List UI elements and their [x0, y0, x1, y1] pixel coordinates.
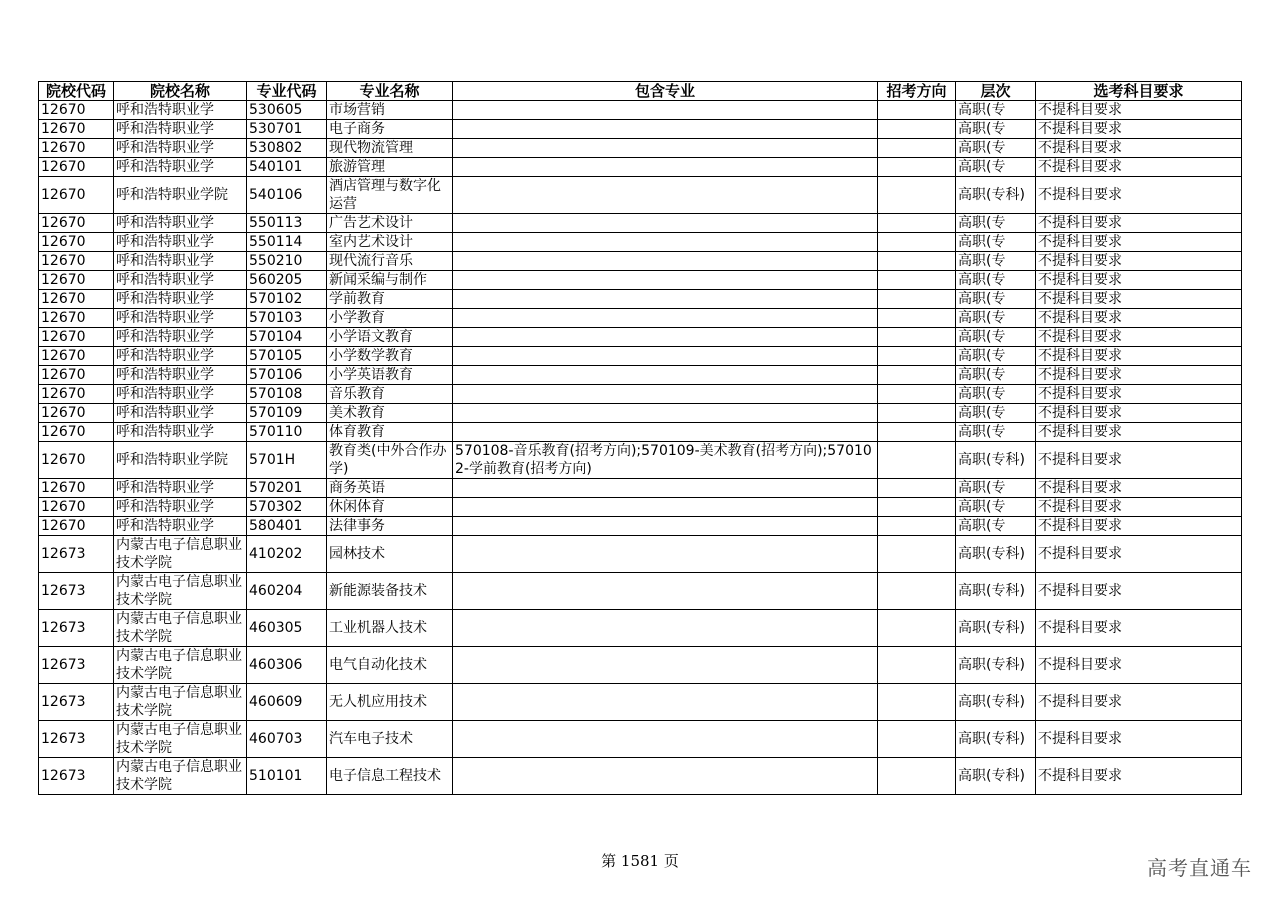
cell-level: 高职(专科): [956, 684, 1036, 721]
table-row: [39, 214, 1242, 233]
cell-subject-requirement: 不提科目要求: [1036, 366, 1242, 385]
cell-major-code: 550114: [247, 233, 327, 252]
cell-school-name: 内蒙古电子信息职业技术学院: [114, 758, 247, 795]
cell-major-code: 5701H: [247, 442, 327, 479]
cell-major-name: 旅游管理: [327, 158, 453, 177]
table-row: [39, 647, 1242, 684]
cell-subject-requirement: 不提科目要求: [1036, 423, 1242, 442]
cell-included-majors: [453, 101, 878, 120]
cell-direction: [878, 758, 956, 795]
cell-major-name: 电子商务: [327, 120, 453, 139]
col-header-included-majors: 包含专业: [453, 82, 878, 101]
cell-included-majors: [453, 573, 878, 610]
cell-included-majors: [453, 721, 878, 758]
cell-major-code: 570104: [247, 328, 327, 347]
cell-included-majors: [453, 139, 878, 158]
cell-level: 高职(专: [956, 290, 1036, 309]
cell-school-name: 内蒙古电子信息职业技术学院: [114, 684, 247, 721]
cell-subject-requirement: 不提科目要求: [1036, 385, 1242, 404]
cell-school-name: 呼和浩特职业学院: [114, 442, 247, 479]
table-row: [39, 271, 1242, 290]
cell-subject-requirement: 不提科目要求: [1036, 252, 1242, 271]
cell-major-code: 460609: [247, 684, 327, 721]
cell-school-code: 12670: [39, 158, 114, 177]
cell-subject-requirement: 不提科目要求: [1036, 120, 1242, 139]
cell-direction: [878, 647, 956, 684]
cell-school-code: 12670: [39, 271, 114, 290]
cell-level: 高职(专: [956, 309, 1036, 328]
cell-school-code: 12673: [39, 647, 114, 684]
cell-major-name: 法律事务: [327, 517, 453, 536]
col-header-school-code: 院校代码: [39, 82, 114, 101]
table-row: [39, 721, 1242, 758]
cell-school-name: 呼和浩特职业学: [114, 101, 247, 120]
cell-level: 高职(专: [956, 139, 1036, 158]
table-row: [39, 328, 1242, 347]
cell-school-code: 12670: [39, 252, 114, 271]
cell-subject-requirement: 不提科目要求: [1036, 347, 1242, 366]
cell-subject-requirement: 不提科目要求: [1036, 573, 1242, 610]
cell-level: 高职(专: [956, 120, 1036, 139]
cell-direction: [878, 139, 956, 158]
cell-direction: [878, 214, 956, 233]
cell-major-code: 550210: [247, 252, 327, 271]
cell-subject-requirement: 不提科目要求: [1036, 758, 1242, 795]
cell-major-code: 540101: [247, 158, 327, 177]
cell-school-code: 12670: [39, 442, 114, 479]
table-row: [39, 309, 1242, 328]
cell-included-majors: [453, 158, 878, 177]
cell-major-code: 530605: [247, 101, 327, 120]
cell-school-code: 12670: [39, 517, 114, 536]
cell-subject-requirement: 不提科目要求: [1036, 328, 1242, 347]
cell-subject-requirement: 不提科目要求: [1036, 139, 1242, 158]
table-row: [39, 610, 1242, 647]
watermark: 高考直通车: [1147, 856, 1252, 880]
cell-school-name: 内蒙古电子信息职业技术学院: [114, 647, 247, 684]
table-row: [39, 252, 1242, 271]
cell-included-majors: [453, 309, 878, 328]
cell-school-code: 12673: [39, 684, 114, 721]
cell-school-code: 12673: [39, 721, 114, 758]
cell-school-name: 呼和浩特职业学: [114, 366, 247, 385]
cell-subject-requirement: 不提科目要求: [1036, 214, 1242, 233]
cell-school-name: 呼和浩特职业学: [114, 158, 247, 177]
cell-included-majors: [453, 610, 878, 647]
cell-major-name: 商务英语: [327, 479, 453, 498]
cell-major-name: 新闻采编与制作: [327, 271, 453, 290]
cell-major-name: 小学数学教育: [327, 347, 453, 366]
cell-school-code: 12670: [39, 101, 114, 120]
cell-included-majors: [453, 385, 878, 404]
cell-subject-requirement: 不提科目要求: [1036, 290, 1242, 309]
cell-level: 高职(专: [956, 498, 1036, 517]
table-row: [39, 385, 1242, 404]
cell-major-name: 小学教育: [327, 309, 453, 328]
cell-school-name: 内蒙古电子信息职业技术学院: [114, 610, 247, 647]
cell-school-name: 呼和浩特职业学: [114, 423, 247, 442]
cell-school-code: 12670: [39, 328, 114, 347]
cell-subject-requirement: 不提科目要求: [1036, 101, 1242, 120]
cell-school-name: 呼和浩特职业学: [114, 252, 247, 271]
cell-level: 高职(专: [956, 423, 1036, 442]
cell-included-majors: [453, 404, 878, 423]
cell-direction: [878, 573, 956, 610]
cell-included-majors: [453, 233, 878, 252]
cell-included-majors: [453, 214, 878, 233]
table-row: [39, 498, 1242, 517]
table-row: [39, 442, 1242, 479]
table-row: [39, 517, 1242, 536]
cell-level: 高职(专: [956, 271, 1036, 290]
cell-direction: [878, 404, 956, 423]
cell-school-name: 呼和浩特职业学: [114, 498, 247, 517]
cell-school-code: 12670: [39, 139, 114, 158]
cell-major-name: 学前教育: [327, 290, 453, 309]
cell-subject-requirement: 不提科目要求: [1036, 647, 1242, 684]
cell-school-name: 呼和浩特职业学: [114, 139, 247, 158]
cell-direction: [878, 498, 956, 517]
cell-major-name: 工业机器人技术: [327, 610, 453, 647]
cell-subject-requirement: 不提科目要求: [1036, 498, 1242, 517]
cell-school-code: 12673: [39, 758, 114, 795]
cell-subject-requirement: 不提科目要求: [1036, 442, 1242, 479]
col-header-major-name: 专业名称: [327, 82, 453, 101]
cell-school-code: 12670: [39, 309, 114, 328]
table-row: [39, 290, 1242, 309]
cell-level: 高职(专科): [956, 721, 1036, 758]
cell-included-majors: [453, 536, 878, 573]
table-row: [39, 366, 1242, 385]
cell-included-majors: [453, 328, 878, 347]
cell-school-code: 12670: [39, 479, 114, 498]
cell-major-code: 510101: [247, 758, 327, 795]
cell-major-code: 570110: [247, 423, 327, 442]
cell-level: 高职(专科): [956, 573, 1036, 610]
cell-major-code: 550113: [247, 214, 327, 233]
cell-major-code: 460305: [247, 610, 327, 647]
cell-direction: [878, 347, 956, 366]
cell-school-name: 呼和浩特职业学: [114, 517, 247, 536]
cell-major-name: 汽车电子技术: [327, 721, 453, 758]
cell-school-code: 12673: [39, 536, 114, 573]
cell-school-name: 呼和浩特职业学: [114, 328, 247, 347]
cell-included-majors: [453, 758, 878, 795]
cell-direction: [878, 536, 956, 573]
cell-included-majors: [453, 517, 878, 536]
cell-major-name: 电子信息工程技术: [327, 758, 453, 795]
cell-school-code: 12673: [39, 610, 114, 647]
cell-major-name: 小学语文教育: [327, 328, 453, 347]
cell-level: 高职(专科): [956, 610, 1036, 647]
cell-direction: [878, 120, 956, 139]
cell-major-code: 460306: [247, 647, 327, 684]
cell-level: 高职(专: [956, 101, 1036, 120]
cell-major-name: 现代物流管理: [327, 139, 453, 158]
cell-school-name: 呼和浩特职业学: [114, 385, 247, 404]
cell-direction: [878, 233, 956, 252]
table-row: [39, 233, 1242, 252]
cell-major-name: 现代流行音乐: [327, 252, 453, 271]
cell-major-name: 美术教育: [327, 404, 453, 423]
cell-included-majors: [453, 177, 878, 214]
cell-direction: [878, 721, 956, 758]
cell-direction: [878, 610, 956, 647]
cell-level: 高职(专: [956, 366, 1036, 385]
cell-level: 高职(专科): [956, 647, 1036, 684]
cell-subject-requirement: 不提科目要求: [1036, 271, 1242, 290]
cell-level: 高职(专科): [956, 536, 1036, 573]
table-row: [39, 347, 1242, 366]
cell-school-code: 12670: [39, 214, 114, 233]
cell-included-majors: [453, 684, 878, 721]
cell-included-majors: [453, 271, 878, 290]
cell-school-code: 12670: [39, 366, 114, 385]
cell-subject-requirement: 不提科目要求: [1036, 479, 1242, 498]
page-number: 第 1581 页: [601, 852, 679, 870]
cell-included-majors: [453, 479, 878, 498]
cell-subject-requirement: 不提科目要求: [1036, 684, 1242, 721]
cell-included-majors: [453, 498, 878, 517]
cell-school-code: 12670: [39, 385, 114, 404]
cell-school-code: 12670: [39, 423, 114, 442]
cell-direction: [878, 101, 956, 120]
cell-direction: [878, 271, 956, 290]
col-header-major-code: 专业代码: [247, 82, 327, 101]
cell-subject-requirement: 不提科目要求: [1036, 309, 1242, 328]
cell-level: 高职(专: [956, 404, 1036, 423]
cell-major-code: 570106: [247, 366, 327, 385]
col-header-subject-requirement: 选考科目要求: [1036, 82, 1242, 101]
table-row: [39, 479, 1242, 498]
cell-major-code: 580401: [247, 517, 327, 536]
col-header-direction: 招考方向: [878, 82, 956, 101]
cell-level: 高职(专: [956, 233, 1036, 252]
cell-major-name: 教育类(中外合作办学): [327, 442, 453, 479]
table-row: [39, 573, 1242, 610]
cell-direction: [878, 684, 956, 721]
cell-major-code: 570201: [247, 479, 327, 498]
admissions-table: [38, 81, 1242, 795]
cell-school-code: 12670: [39, 498, 114, 517]
cell-level: 高职(专: [956, 158, 1036, 177]
cell-direction: [878, 290, 956, 309]
table-header-row: [39, 82, 1242, 101]
cell-major-code: 410202: [247, 536, 327, 573]
cell-school-name: 呼和浩特职业学: [114, 214, 247, 233]
cell-major-name: 电气自动化技术: [327, 647, 453, 684]
cell-major-name: 体育教育: [327, 423, 453, 442]
cell-school-name: 呼和浩特职业学: [114, 271, 247, 290]
cell-direction: [878, 442, 956, 479]
cell-subject-requirement: 不提科目要求: [1036, 517, 1242, 536]
cell-major-name: 园林技术: [327, 536, 453, 573]
col-header-school-name: 院校名称: [114, 82, 247, 101]
cell-major-code: 570109: [247, 404, 327, 423]
cell-direction: [878, 328, 956, 347]
cell-major-code: 530802: [247, 139, 327, 158]
cell-major-name: 休闲体育: [327, 498, 453, 517]
cell-included-majors: [453, 366, 878, 385]
cell-subject-requirement: 不提科目要求: [1036, 177, 1242, 214]
cell-level: 高职(专科): [956, 177, 1036, 214]
cell-school-name: 呼和浩特职业学: [114, 347, 247, 366]
cell-included-majors: [453, 647, 878, 684]
cell-school-code: 12670: [39, 347, 114, 366]
cell-major-name: 小学英语教育: [327, 366, 453, 385]
table-row: [39, 158, 1242, 177]
cell-direction: [878, 517, 956, 536]
cell-school-name: 呼和浩特职业学: [114, 479, 247, 498]
cell-school-name: 内蒙古电子信息职业技术学院: [114, 573, 247, 610]
cell-subject-requirement: 不提科目要求: [1036, 721, 1242, 758]
cell-school-code: 12673: [39, 573, 114, 610]
cell-direction: [878, 177, 956, 214]
cell-subject-requirement: 不提科目要求: [1036, 233, 1242, 252]
cell-direction: [878, 252, 956, 271]
cell-major-name: 市场营销: [327, 101, 453, 120]
cell-level: 高职(专: [956, 479, 1036, 498]
cell-included-majors: [453, 290, 878, 309]
cell-school-name: 呼和浩特职业学: [114, 233, 247, 252]
cell-school-code: 12670: [39, 233, 114, 252]
cell-school-name: 呼和浩特职业学: [114, 404, 247, 423]
table-row: [39, 139, 1242, 158]
cell-major-name: 新能源装备技术: [327, 573, 453, 610]
cell-included-majors: 570108-音乐教育(招考方向);570109-美术教育(招考方向);570102-学前教育(招考方向): [453, 442, 878, 479]
cell-direction: [878, 385, 956, 404]
cell-included-majors: [453, 120, 878, 139]
table-row: [39, 101, 1242, 120]
cell-major-code: 570105: [247, 347, 327, 366]
cell-school-name: 呼和浩特职业学: [114, 309, 247, 328]
table-row: [39, 758, 1242, 795]
cell-major-code: 460204: [247, 573, 327, 610]
cell-level: 高职(专: [956, 347, 1036, 366]
table-row: [39, 177, 1242, 214]
cell-level: 高职(专: [956, 328, 1036, 347]
cell-direction: [878, 423, 956, 442]
table-row: [39, 404, 1242, 423]
cell-major-name: 室内艺术设计: [327, 233, 453, 252]
cell-subject-requirement: 不提科目要求: [1036, 158, 1242, 177]
cell-direction: [878, 158, 956, 177]
cell-level: 高职(专科): [956, 442, 1036, 479]
cell-school-name: 呼和浩特职业学: [114, 120, 247, 139]
cell-major-code: 570103: [247, 309, 327, 328]
cell-level: 高职(专: [956, 385, 1036, 404]
cell-direction: [878, 309, 956, 328]
cell-level: 高职(专: [956, 517, 1036, 536]
cell-major-code: 540106: [247, 177, 327, 214]
cell-major-code: 570102: [247, 290, 327, 309]
table-row: [39, 536, 1242, 573]
cell-included-majors: [453, 347, 878, 366]
cell-major-name: 无人机应用技术: [327, 684, 453, 721]
cell-major-code: 560205: [247, 271, 327, 290]
cell-school-code: 12670: [39, 404, 114, 423]
cell-included-majors: [453, 423, 878, 442]
cell-direction: [878, 366, 956, 385]
cell-school-code: 12670: [39, 120, 114, 139]
table-row: [39, 120, 1242, 139]
cell-major-name: 广告艺术设计: [327, 214, 453, 233]
cell-level: 高职(专: [956, 252, 1036, 271]
cell-school-code: 12670: [39, 177, 114, 214]
cell-included-majors: [453, 252, 878, 271]
admissions-table-container: [38, 81, 1242, 795]
cell-subject-requirement: 不提科目要求: [1036, 404, 1242, 423]
cell-major-code: 570108: [247, 385, 327, 404]
cell-major-code: 570302: [247, 498, 327, 517]
cell-level: 高职(专: [956, 214, 1036, 233]
cell-school-name: 呼和浩特职业学院: [114, 177, 247, 214]
cell-school-name: 内蒙古电子信息职业技术学院: [114, 536, 247, 573]
cell-school-code: 12670: [39, 290, 114, 309]
cell-school-name: 内蒙古电子信息职业技术学院: [114, 721, 247, 758]
cell-subject-requirement: 不提科目要求: [1036, 536, 1242, 573]
cell-major-name: 音乐教育: [327, 385, 453, 404]
col-header-level: 层次: [956, 82, 1036, 101]
cell-direction: [878, 479, 956, 498]
table-row: [39, 684, 1242, 721]
cell-major-code: 460703: [247, 721, 327, 758]
cell-subject-requirement: 不提科目要求: [1036, 610, 1242, 647]
table-row: [39, 423, 1242, 442]
cell-major-code: 530701: [247, 120, 327, 139]
cell-level: 高职(专科): [956, 758, 1036, 795]
cell-school-name: 呼和浩特职业学: [114, 290, 247, 309]
cell-major-name: 酒店管理与数字化运营: [327, 177, 453, 214]
